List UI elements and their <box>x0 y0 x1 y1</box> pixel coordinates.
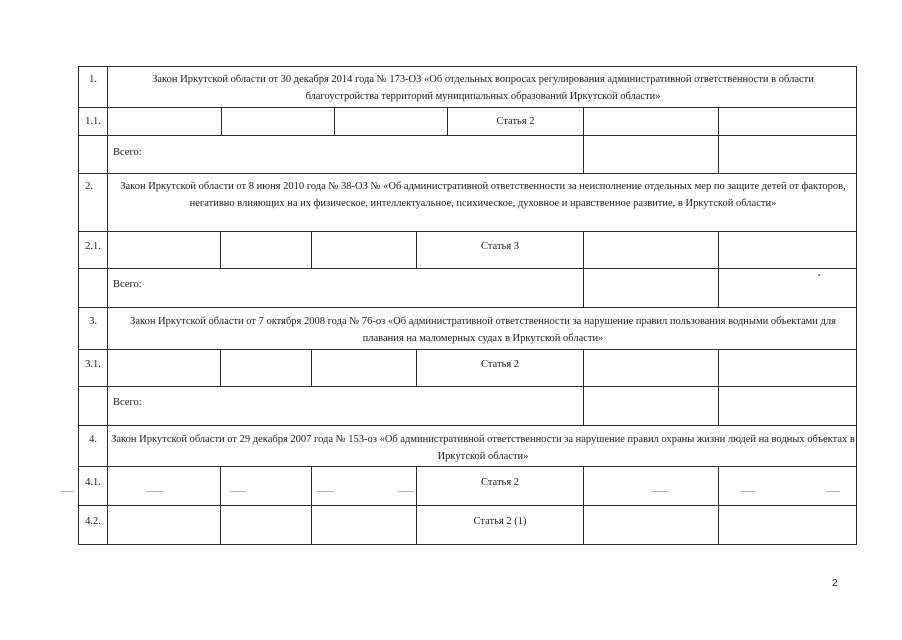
column-divider <box>311 231 312 269</box>
row-divider <box>78 349 857 350</box>
row-number: 3. <box>89 316 97 327</box>
row-divider <box>78 231 857 232</box>
column-divider <box>583 231 584 308</box>
column-divider <box>583 107 584 174</box>
article-label: Статья 3 <box>480 241 520 252</box>
column-divider <box>220 231 221 269</box>
column-divider <box>334 107 335 136</box>
scan-mark <box>651 491 669 492</box>
article-label: Статья 2 <box>480 477 520 488</box>
total-label: Всего: <box>113 147 142 158</box>
row-divider <box>78 386 857 387</box>
row-number: 3.1. <box>85 359 101 370</box>
row-number: 2.1. <box>85 241 101 252</box>
law-title: Закон Иркутской области от 30 декабря 2014 года № 173-ОЗ «Об отдельных вопросах регулирования административной ответственности в области благоустройства территорий муниципальных образований Иркутской области» <box>152 74 814 102</box>
scan-mark <box>316 491 334 492</box>
column-divider <box>220 349 221 387</box>
column-divider <box>311 349 312 387</box>
scan-mark <box>146 491 164 492</box>
law-title: Закон Иркутской области от 29 декабря 2007 года № 153-оз «Об административной ответственности за нарушение правил охраны жизни людей на водных объектах в Иркутской области» <box>111 434 855 462</box>
row-divider <box>78 505 857 506</box>
column-divider <box>221 107 222 136</box>
row-divider <box>78 544 857 545</box>
law-title: Закон Иркутской области от 8 июня 2010 года № 38-ОЗ № «Об административной ответственности за неисполнение отдельных мер по защите детей от факторов, негативно влияющих на их физическое, интеллектуальное, психическое, духовное и нравственное развитие, в Иркутской области» <box>120 181 846 209</box>
row-divider <box>78 107 857 108</box>
row-divider <box>78 425 857 426</box>
column-divider <box>311 466 312 545</box>
column-divider <box>718 466 719 545</box>
total-label: Всего: <box>113 279 142 290</box>
scan-mark <box>740 491 756 492</box>
column-divider <box>220 466 221 545</box>
row-divider <box>78 466 857 467</box>
article-label: Статья 2 <box>496 116 535 127</box>
row-number: 4.1. <box>85 477 101 488</box>
column-divider <box>718 107 719 174</box>
column-divider <box>718 231 719 308</box>
row-divider <box>78 268 857 269</box>
row-divider <box>78 173 857 174</box>
row-divider <box>78 66 857 67</box>
scan-mark <box>230 491 246 492</box>
scan-mark <box>818 274 820 276</box>
row-number: 4.2. <box>85 516 101 527</box>
page-number: 2 <box>832 578 838 589</box>
row-number: 4. <box>89 434 97 445</box>
scan-mark <box>826 491 840 492</box>
column-divider <box>718 349 719 426</box>
total-label: Всего: <box>113 397 142 408</box>
row-number: 1.1. <box>85 116 101 127</box>
article-label: Статья 2 (1) <box>473 516 527 527</box>
article-label: Статья 2 <box>480 359 520 370</box>
law-title: Закон Иркутской области от 7 октября 2008 года № 76-оз «Об административной ответственности за нарушение правил пользования водными объектами для плавания на маломерных судах в Иркутской области» <box>130 316 836 344</box>
row-number: 2. <box>85 181 93 192</box>
column-divider <box>583 466 584 545</box>
row-number: 1. <box>89 74 97 85</box>
row-divider <box>78 307 857 308</box>
scan-mark <box>60 491 74 492</box>
table-border <box>856 66 857 545</box>
row-divider <box>78 135 857 136</box>
scan-mark <box>398 491 414 492</box>
column-divider <box>583 349 584 426</box>
